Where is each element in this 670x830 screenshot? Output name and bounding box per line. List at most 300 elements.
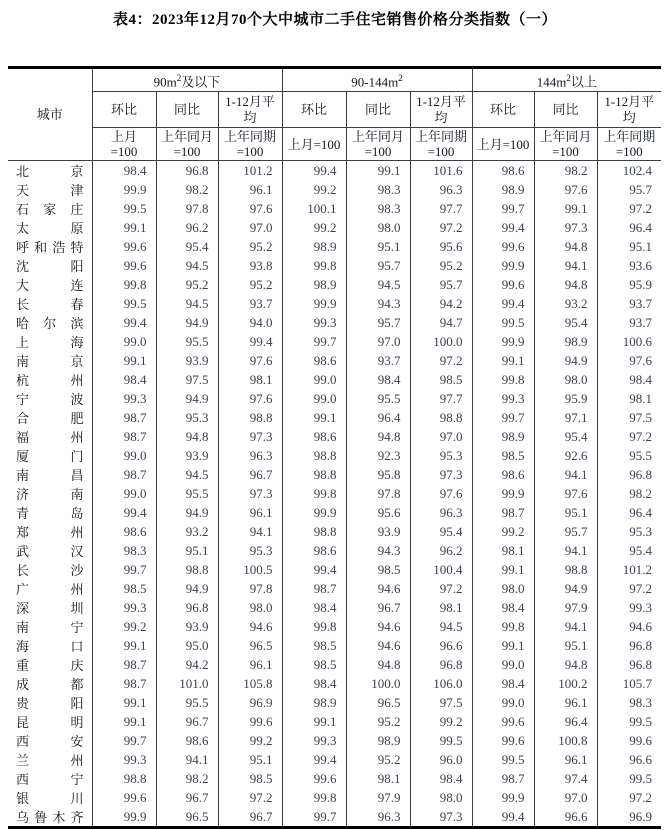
index-value: 98.2 bbox=[597, 484, 661, 503]
index-value: 97.9 bbox=[346, 788, 410, 807]
city-name: 深 圳 bbox=[16, 601, 84, 616]
index-value: 94.1 bbox=[534, 541, 597, 560]
index-value: 95.4 bbox=[534, 313, 597, 332]
index-value: 99.6 bbox=[472, 712, 534, 731]
index-value: 99.0 bbox=[472, 655, 534, 674]
index-value: 98.8 bbox=[92, 769, 156, 788]
index-value: 100.1 bbox=[282, 199, 346, 218]
index-value: 94.2 bbox=[410, 294, 472, 313]
index-value: 96.8 bbox=[597, 636, 661, 655]
city-name: 重 庆 bbox=[16, 658, 84, 673]
index-value: 98.7 bbox=[92, 655, 156, 674]
index-value: 92.3 bbox=[346, 446, 410, 465]
city-name: 银 川 bbox=[16, 791, 84, 806]
index-value: 93.9 bbox=[346, 522, 410, 541]
index-value: 94.9 bbox=[156, 503, 218, 522]
base-header: 上年同月 =100 bbox=[534, 128, 597, 161]
table-header bbox=[8, 68, 661, 161]
table-row bbox=[8, 769, 661, 788]
index-value: 99.4 bbox=[282, 750, 346, 769]
index-value: 94.9 bbox=[156, 389, 218, 408]
index-value: 99.3 bbox=[282, 313, 346, 332]
index-value: 99.5 bbox=[410, 731, 472, 750]
base-header: 上月=100 bbox=[282, 128, 346, 161]
index-value: 94.0 bbox=[218, 313, 282, 332]
table-row bbox=[8, 446, 661, 465]
index-value: 96.9 bbox=[597, 807, 661, 828]
index-value: 94.5 bbox=[410, 617, 472, 636]
index-value: 96.6 bbox=[534, 807, 597, 828]
table-row bbox=[8, 465, 661, 484]
index-value: 95.4 bbox=[534, 427, 597, 446]
table-row bbox=[8, 560, 661, 579]
index-value: 106.0 bbox=[410, 674, 472, 693]
index-value: 99.8 bbox=[92, 275, 156, 294]
index-value: 95.7 bbox=[534, 522, 597, 541]
index-value: 99.1 bbox=[534, 199, 597, 218]
index-value: 97.3 bbox=[410, 465, 472, 484]
city-name: 南 昌 bbox=[16, 468, 84, 483]
index-value: 101.2 bbox=[218, 161, 282, 181]
index-value: 99.2 bbox=[410, 712, 472, 731]
index-value: 99.6 bbox=[472, 731, 534, 750]
index-value: 99.9 bbox=[282, 294, 346, 313]
index-value: 98.3 bbox=[597, 693, 661, 712]
table-row bbox=[8, 237, 661, 256]
index-value: 97.2 bbox=[410, 218, 472, 237]
metric-header: 同比 bbox=[156, 92, 218, 128]
index-value: 97.2 bbox=[597, 788, 661, 807]
index-value: 99.8 bbox=[472, 370, 534, 389]
index-value: 94.1 bbox=[534, 256, 597, 275]
index-value: 98.6 bbox=[282, 351, 346, 370]
index-value: 97.2 bbox=[597, 579, 661, 598]
index-value: 97.8 bbox=[346, 484, 410, 503]
index-value: 98.7 bbox=[92, 465, 156, 484]
index-value: 94.1 bbox=[156, 750, 218, 769]
index-value: 101.6 bbox=[410, 161, 472, 181]
index-value: 95.2 bbox=[218, 275, 282, 294]
index-value: 97.2 bbox=[410, 579, 472, 598]
index-value: 100.0 bbox=[346, 674, 410, 693]
index-value: 95.2 bbox=[410, 256, 472, 275]
metric-header: 同比 bbox=[346, 92, 410, 128]
index-value: 97.6 bbox=[410, 484, 472, 503]
city-name: 广 州 bbox=[16, 582, 84, 597]
table-row bbox=[8, 788, 661, 807]
index-value: 99.1 bbox=[346, 161, 410, 181]
group-header-90-below: $90m^2$及以下 bbox=[92, 68, 282, 92]
table-row bbox=[8, 731, 661, 750]
index-value: 95.8 bbox=[346, 465, 410, 484]
index-value: 99.2 bbox=[282, 180, 346, 199]
index-value: 95.1 bbox=[597, 237, 661, 256]
city-name: 长 沙 bbox=[16, 563, 84, 578]
index-value: 94.5 bbox=[346, 275, 410, 294]
base-header: 上月 =100 bbox=[92, 128, 156, 161]
city-name: 武 汉 bbox=[16, 544, 84, 559]
index-value: 98.5 bbox=[282, 636, 346, 655]
table-row bbox=[8, 503, 661, 522]
index-value: 98.7 bbox=[472, 503, 534, 522]
index-value: 98.7 bbox=[282, 579, 346, 598]
index-value: 96.5 bbox=[346, 693, 410, 712]
index-value: 100.8 bbox=[534, 731, 597, 750]
index-value: 96.3 bbox=[346, 807, 410, 828]
index-value: 95.1 bbox=[218, 750, 282, 769]
city-name: 大 连 bbox=[16, 278, 84, 293]
index-value: 98.5 bbox=[472, 446, 534, 465]
index-value: 99.1 bbox=[92, 636, 156, 655]
index-value: 99.9 bbox=[472, 788, 534, 807]
city-name: 贵 阳 bbox=[16, 696, 84, 711]
index-value: 94.5 bbox=[156, 256, 218, 275]
index-value: 93.9 bbox=[156, 446, 218, 465]
index-value: 94.9 bbox=[156, 313, 218, 332]
index-value: 97.2 bbox=[410, 351, 472, 370]
index-value: 99.2 bbox=[282, 218, 346, 237]
city-name: 厦 门 bbox=[16, 449, 84, 464]
index-value: 98.6 bbox=[92, 522, 156, 541]
index-value: 94.8 bbox=[346, 655, 410, 674]
index-value: 94.6 bbox=[346, 579, 410, 598]
page-title: 表4：2023年12月70个大中城市二手住宅销售价格分类指数（一） bbox=[112, 12, 557, 28]
index-value: 95.3 bbox=[410, 446, 472, 465]
index-value: 97.8 bbox=[218, 579, 282, 598]
metric-header: 1-12月平 均 bbox=[218, 92, 282, 128]
index-value: 99.4 bbox=[218, 332, 282, 351]
index-value: 95.1 bbox=[534, 636, 597, 655]
index-value: 97.3 bbox=[218, 484, 282, 503]
index-value: 99.8 bbox=[282, 788, 346, 807]
index-value: 98.2 bbox=[156, 769, 218, 788]
index-value: 96.1 bbox=[218, 180, 282, 199]
index-value: 97.6 bbox=[534, 180, 597, 199]
index-value: 95.6 bbox=[346, 503, 410, 522]
index-value: 95.1 bbox=[156, 541, 218, 560]
index-value: 96.9 bbox=[218, 693, 282, 712]
index-value: 95.5 bbox=[597, 446, 661, 465]
index-value: 95.4 bbox=[410, 522, 472, 541]
index-value: 95.3 bbox=[597, 522, 661, 541]
index-value: 99.8 bbox=[282, 484, 346, 503]
index-value: 99.1 bbox=[92, 712, 156, 731]
city-name: 成 都 bbox=[16, 677, 84, 692]
city-name: 石 家 庄 bbox=[16, 202, 84, 217]
index-value: 99.0 bbox=[282, 370, 346, 389]
index-value: 97.0 bbox=[534, 788, 597, 807]
index-value: 96.5 bbox=[156, 807, 218, 828]
index-value: 98.1 bbox=[410, 598, 472, 617]
index-value: 95.2 bbox=[156, 275, 218, 294]
group-header-90-144: $90-144m^2$ bbox=[282, 68, 472, 92]
index-value: 95.5 bbox=[346, 389, 410, 408]
index-value: 98.4 bbox=[597, 370, 661, 389]
index-value: 99.0 bbox=[472, 693, 534, 712]
index-value: 95.1 bbox=[346, 237, 410, 256]
index-value: 99.2 bbox=[218, 731, 282, 750]
table-row bbox=[8, 427, 661, 446]
table-row bbox=[8, 199, 661, 218]
index-value: 99.7 bbox=[472, 199, 534, 218]
index-value: 98.5 bbox=[282, 655, 346, 674]
index-value: 96.8 bbox=[410, 655, 472, 674]
index-value: 98.6 bbox=[282, 541, 346, 560]
index-value: 96.4 bbox=[597, 503, 661, 522]
table-row bbox=[8, 351, 661, 370]
index-value: 99.5 bbox=[597, 712, 661, 731]
index-value: 94.8 bbox=[346, 427, 410, 446]
index-value: 98.8 bbox=[282, 522, 346, 541]
index-value: 100.4 bbox=[410, 560, 472, 579]
index-value: 99.3 bbox=[92, 750, 156, 769]
index-value: 98.8 bbox=[282, 446, 346, 465]
index-value: 96.1 bbox=[218, 503, 282, 522]
index-value: 99.7 bbox=[92, 731, 156, 750]
index-value: 99.3 bbox=[92, 598, 156, 617]
index-value: 101.2 bbox=[597, 560, 661, 579]
index-value: 94.8 bbox=[534, 237, 597, 256]
index-value: 101.0 bbox=[156, 674, 218, 693]
city-name: 南 宁 bbox=[16, 620, 84, 635]
index-value: 97.0 bbox=[346, 332, 410, 351]
table-row bbox=[8, 807, 661, 828]
index-value: 94.9 bbox=[534, 351, 597, 370]
index-value: 94.1 bbox=[534, 465, 597, 484]
table-row bbox=[8, 313, 661, 332]
index-value: 93.7 bbox=[597, 294, 661, 313]
index-value: 96.6 bbox=[597, 750, 661, 769]
metric-header: 同比 bbox=[534, 92, 597, 128]
index-value: 99.9 bbox=[472, 484, 534, 503]
index-value: 97.3 bbox=[218, 427, 282, 446]
table-row bbox=[8, 180, 661, 199]
index-value: 96.1 bbox=[218, 655, 282, 674]
index-value: 96.5 bbox=[218, 636, 282, 655]
index-value: 98.8 bbox=[282, 465, 346, 484]
index-value: 96.7 bbox=[156, 712, 218, 731]
table-row bbox=[8, 617, 661, 636]
table-row bbox=[8, 674, 661, 693]
city-name: 乌 鲁 木 齐 bbox=[16, 810, 84, 825]
index-value: 97.5 bbox=[410, 693, 472, 712]
table-row bbox=[8, 332, 661, 351]
index-value: 98.4 bbox=[472, 598, 534, 617]
city-name: 合 肥 bbox=[16, 411, 84, 426]
index-value: 98.3 bbox=[346, 180, 410, 199]
index-value: 95.4 bbox=[156, 237, 218, 256]
city-name: 上 海 bbox=[16, 335, 84, 350]
index-value: 96.7 bbox=[218, 807, 282, 828]
index-value: 99.8 bbox=[472, 617, 534, 636]
table-row bbox=[8, 218, 661, 237]
index-value: 94.7 bbox=[410, 313, 472, 332]
index-value: 96.8 bbox=[156, 598, 218, 617]
index-value: 97.5 bbox=[156, 370, 218, 389]
city-name: 太 原 bbox=[16, 221, 84, 236]
index-value: 94.6 bbox=[597, 617, 661, 636]
index-value: 95.1 bbox=[534, 503, 597, 522]
index-value: 98.7 bbox=[92, 674, 156, 693]
index-value: 94.5 bbox=[156, 294, 218, 313]
index-value: 96.8 bbox=[597, 465, 661, 484]
index-value: 99.2 bbox=[92, 617, 156, 636]
index-value: 94.5 bbox=[156, 465, 218, 484]
index-value: 99.1 bbox=[92, 218, 156, 237]
city-name: 青 岛 bbox=[16, 506, 84, 521]
index-value: 99.0 bbox=[92, 332, 156, 351]
index-value: 98.2 bbox=[534, 161, 597, 181]
index-value: 93.7 bbox=[218, 294, 282, 313]
table-row bbox=[8, 389, 661, 408]
index-value: 93.2 bbox=[156, 522, 218, 541]
header-city: 城市 bbox=[8, 68, 92, 161]
index-value: 97.0 bbox=[410, 427, 472, 446]
metric-header: 环比 bbox=[282, 92, 346, 128]
index-value: 98.6 bbox=[156, 731, 218, 750]
index-value: 102.4 bbox=[597, 161, 661, 181]
index-value: 97.2 bbox=[597, 427, 661, 446]
group-header-144-above: $144m^2$以上 bbox=[472, 68, 661, 92]
index-value: 99.4 bbox=[472, 807, 534, 828]
index-value: 95.3 bbox=[218, 541, 282, 560]
index-value: 95.9 bbox=[534, 389, 597, 408]
table-row bbox=[8, 161, 661, 181]
index-value: 98.7 bbox=[472, 769, 534, 788]
index-value: 96.6 bbox=[410, 636, 472, 655]
index-value: 99.6 bbox=[218, 712, 282, 731]
index-value: 97.7 bbox=[410, 389, 472, 408]
index-value: 94.8 bbox=[534, 275, 597, 294]
index-value: 96.0 bbox=[410, 750, 472, 769]
index-value: 96.7 bbox=[156, 788, 218, 807]
metric-header: 1-12月平 均 bbox=[597, 92, 661, 128]
index-value: 98.9 bbox=[282, 237, 346, 256]
city-name: 沈 阳 bbox=[16, 259, 84, 274]
index-value: 99.4 bbox=[282, 560, 346, 579]
index-value: 98.1 bbox=[472, 541, 534, 560]
index-value: 99.1 bbox=[472, 351, 534, 370]
index-value: 98.8 bbox=[534, 560, 597, 579]
city-name: 西 宁 bbox=[16, 772, 84, 787]
index-value: 97.9 bbox=[534, 598, 597, 617]
index-value: 97.6 bbox=[218, 199, 282, 218]
index-value: 98.9 bbox=[346, 731, 410, 750]
index-value: 98.5 bbox=[92, 579, 156, 598]
index-value: 99.3 bbox=[92, 389, 156, 408]
index-value: 97.1 bbox=[534, 408, 597, 427]
index-value: 98.0 bbox=[472, 579, 534, 598]
index-value: 97.2 bbox=[597, 199, 661, 218]
index-value: 100.0 bbox=[410, 332, 472, 351]
table-row bbox=[8, 750, 661, 769]
index-value: 99.4 bbox=[472, 294, 534, 313]
index-value: 95.2 bbox=[218, 237, 282, 256]
index-value: 99.9 bbox=[472, 256, 534, 275]
index-value: 99.3 bbox=[472, 389, 534, 408]
index-value: 98.5 bbox=[218, 769, 282, 788]
metric-header: 环比 bbox=[92, 92, 156, 128]
city-name: 郑 州 bbox=[16, 525, 84, 540]
index-value: 105.7 bbox=[597, 674, 661, 693]
index-value: 96.8 bbox=[597, 655, 661, 674]
index-value: 99.1 bbox=[92, 351, 156, 370]
index-value: 98.4 bbox=[472, 674, 534, 693]
index-value: 99.2 bbox=[472, 522, 534, 541]
index-value: 99.6 bbox=[92, 788, 156, 807]
city-name: 福 州 bbox=[16, 430, 84, 445]
index-value: 98.9 bbox=[472, 427, 534, 446]
index-value: 98.0 bbox=[218, 598, 282, 617]
table-row bbox=[8, 256, 661, 275]
base-header: 上年同期 =100 bbox=[410, 128, 472, 161]
table-row bbox=[8, 484, 661, 503]
city-name: 西 安 bbox=[16, 734, 84, 749]
index-value: 99.8 bbox=[282, 256, 346, 275]
index-value: 99.4 bbox=[92, 503, 156, 522]
index-value: 94.3 bbox=[346, 541, 410, 560]
table-row bbox=[8, 693, 661, 712]
index-value: 99.6 bbox=[472, 237, 534, 256]
index-value: 95.7 bbox=[346, 313, 410, 332]
index-value: 99.7 bbox=[92, 560, 156, 579]
index-value: 93.7 bbox=[597, 313, 661, 332]
index-value: 94.6 bbox=[346, 617, 410, 636]
index-value: 99.1 bbox=[282, 408, 346, 427]
index-value: 99.0 bbox=[92, 446, 156, 465]
city-name: 南 京 bbox=[16, 354, 84, 369]
index-value: 95.5 bbox=[156, 332, 218, 351]
index-value: 93.9 bbox=[156, 351, 218, 370]
index-value: 95.7 bbox=[597, 180, 661, 199]
index-value: 98.7 bbox=[92, 408, 156, 427]
index-value: 99.5 bbox=[472, 750, 534, 769]
base-header: 上年同月 =100 bbox=[156, 128, 218, 161]
index-value: 98.9 bbox=[282, 275, 346, 294]
index-value: 99.5 bbox=[92, 294, 156, 313]
index-value: 95.5 bbox=[156, 693, 218, 712]
table-row bbox=[8, 408, 661, 427]
index-value: 96.3 bbox=[218, 446, 282, 465]
table-row bbox=[8, 579, 661, 598]
index-value: 98.4 bbox=[282, 674, 346, 693]
table-row bbox=[8, 522, 661, 541]
index-value: 98.1 bbox=[346, 769, 410, 788]
index-value: 98.9 bbox=[534, 332, 597, 351]
index-value: 99.9 bbox=[92, 180, 156, 199]
index-value: 94.3 bbox=[346, 294, 410, 313]
index-value: 99.7 bbox=[282, 332, 346, 351]
index-value: 98.4 bbox=[282, 598, 346, 617]
index-value: 99.4 bbox=[92, 313, 156, 332]
index-value: 93.6 bbox=[597, 256, 661, 275]
index-value: 96.4 bbox=[346, 408, 410, 427]
index-value: 98.0 bbox=[346, 218, 410, 237]
index-value: 98.3 bbox=[92, 541, 156, 560]
index-value: 98.5 bbox=[410, 370, 472, 389]
index-value: 98.8 bbox=[156, 560, 218, 579]
index-value: 98.5 bbox=[346, 560, 410, 579]
index-value: 97.3 bbox=[410, 807, 472, 828]
index-value: 97.5 bbox=[597, 408, 661, 427]
index-value: 99.7 bbox=[472, 408, 534, 427]
table-row bbox=[8, 655, 661, 674]
index-value: 98.3 bbox=[346, 199, 410, 218]
index-value: 98.9 bbox=[472, 180, 534, 199]
index-value: 98.4 bbox=[346, 370, 410, 389]
index-value: 99.1 bbox=[472, 560, 534, 579]
metric-header: 1-12月平 均 bbox=[410, 92, 472, 128]
